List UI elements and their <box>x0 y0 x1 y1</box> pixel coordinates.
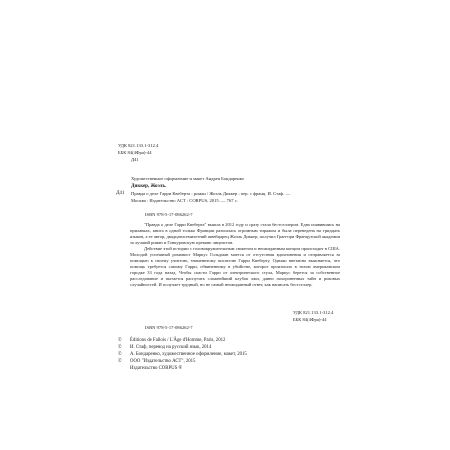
copyright-text: ООО "Издательство АСТ", 2015 <box>130 359 196 364</box>
annotation-block <box>130 222 340 288</box>
author-line: Диккер, Жоэль. <box>131 184 167 189</box>
copyright-symbol: © <box>118 359 122 364</box>
title-line-2: Москва : Издательство АСТ : CORPUS, 2015. — 767 с. <box>131 198 238 203</box>
udk-code-top: УДК 821.133.1-312.4 <box>118 143 159 148</box>
bbk-code-top: ББК 84(4Фра)-44 <box>118 150 152 155</box>
isbn-bottom: ISBN 978-5-17-086262-7 <box>145 325 193 330</box>
bbk-code-bottom: ББК 84(4Фра)-44 <box>293 317 327 322</box>
copyright-symbol: © <box>118 345 122 350</box>
copyright-text: Издательство CORPUS ® <box>130 366 183 371</box>
copyright-text: Éditions de Fallois / L'Âge d'Homme, Paris, 2012 <box>130 338 226 343</box>
udk-code-bottom: УДК 821.133.1-312.4 <box>293 310 334 315</box>
copyright-row <box>118 338 225 344</box>
design-credit: Художественное оформление и макет Андрея Бондаренко <box>131 176 244 181</box>
author-mark-margin: Д41 <box>116 191 125 196</box>
title-line-1: Правда о деле Гарри Квеберта : роман / Жоэль Диккер ; пер. с франц. И. Стаф. — <box>131 191 291 196</box>
annotation-paragraph-2: Действие этой истории с головокружительным сюжетом и неожиданным концом происходит в США. Молодой успешный романист Маркус Гольдман мается от отсутствия вдохновения и отправляется за помощью к своему учителю, знаменитому писателю Гарри Квеберту. Однако внезапно выясняется, что помощь требуется самому Гарри, обвиненному в убийстве, которое произошло в тихом американском городке 33 года назад. Чтобы спасти Гарри от электрического стула, Маркус берется за собственное расследование и пытается распутать сложнейший клубок лжи, давно похороненных тайн и роковых случайностей. И получает трудный, но не самый неожиданный ответ, как написать бестселлер. <box>130 246 340 287</box>
copyright-symbol: © <box>118 352 122 357</box>
isbn-top: ISBN 978-5-17-086262-7 <box>145 212 193 217</box>
author-mark-top: Д41 <box>131 157 139 162</box>
annotation-paragraph-1: "Правда о деле Гарри Квеберта" вышла в 2012 году и сразу стала бестселлером. Едва появившись на прилавках, книга в одной только Франции разошлась огромным тиражом и была переведена на тридцать языков, а ее автор, двадцатисемилетний швейцарец Жоэль Диккер, получил Гран-при Французской академии за лучший роман и Гонкуровскую премию лицеистов. <box>130 222 340 245</box>
copyright-text: А. Бондаренко, художественное оформление, макет, 2015 <box>130 352 247 357</box>
copyright-row <box>118 366 182 372</box>
copyright-row <box>118 352 247 358</box>
copyright-text: И. Стаф, перевод на русский язык, 2014 <box>130 345 212 350</box>
copyright-row <box>118 345 211 351</box>
copyright-symbol: © <box>118 338 122 343</box>
copyright-row <box>118 359 195 365</box>
